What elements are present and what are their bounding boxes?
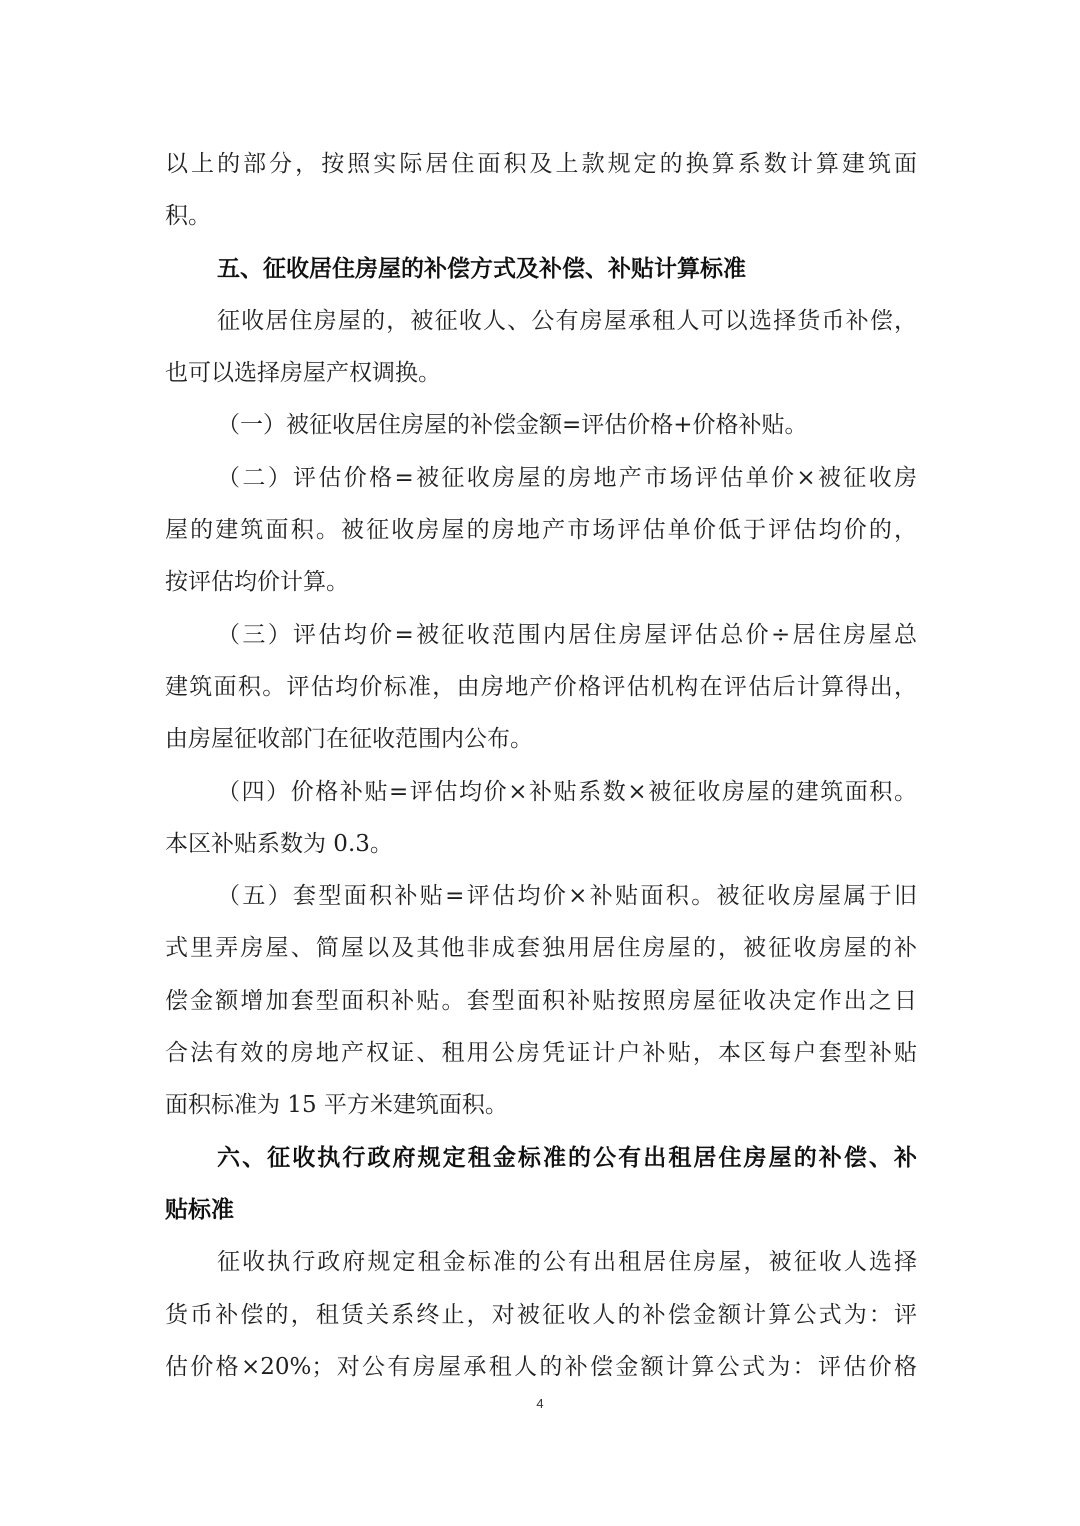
body-text-line: 货币补偿的，租赁关系终止，对被征收人的补偿金额计算公式为：评 [165, 1301, 917, 1328]
body-text-line: 合法有效的房地产权证、租用公房凭证计户补贴，本区每户套型补贴 [165, 1040, 917, 1067]
page-number: 4 [536, 1396, 544, 1411]
document-body [165, 138, 917, 1393]
body-text-line: 积。 [165, 203, 211, 230]
body-text-line: （三）评估均价=被征收范围内居住房屋评估总价÷居住房屋总 [217, 621, 917, 648]
body-text-line: 估价格×20%；对公有房屋承租人的补偿金额计算公式为：评估价格 [165, 1353, 917, 1380]
body-text-line: 由房屋征收部门在征收范围内公布。 [165, 726, 533, 753]
body-text-line: 屋的建筑面积。被征收房屋的房地产市场评估单价低于评估均价的， [165, 517, 917, 544]
body-text-line: 也可以选择房屋产权调换。 [165, 360, 441, 387]
body-text-line: 征收居住房屋的，被征收人、公有房屋承租人可以选择货币补偿， [217, 307, 917, 334]
body-text-line: （五）套型面积补贴=评估均价×补贴面积。被征收房屋属于旧 [217, 883, 917, 910]
body-text-line: 建筑面积。评估均价标准，由房地产价格评估机构在评估后计算得出， [165, 673, 917, 700]
body-text-line: （二）评估价格=被征收房屋的房地产市场评估单价×被征收房 [217, 464, 917, 491]
section-heading: 六、征收执行政府规定租金标准的公有出租居住房屋的补偿、补 [217, 1144, 917, 1171]
body-text-line: 式里弄房屋、简屋以及其他非成套独用居住房屋的，被征收房屋的补 [165, 935, 917, 962]
body-text-line: 本区补贴系数为 0.3。 [165, 830, 393, 857]
body-text-line: 以上的部分，按照实际居住面积及上款规定的换算系数计算建筑面 [165, 151, 917, 177]
body-text-line: 按评估均价计算。 [165, 569, 349, 596]
body-text-line: （四）价格补贴=评估均价×补贴系数×被征收房屋的建筑面积。 [217, 778, 917, 805]
section-heading: 五、征收居住房屋的补偿方式及补偿、补贴计算标准 [217, 255, 746, 282]
body-text-line: 征收执行政府规定租金标准的公有出租居住房屋，被征收人选择 [217, 1249, 917, 1276]
body-text-line: （一）被征收居住房屋的补偿金额=评估价格+价格补贴。 [217, 412, 808, 439]
body-text-line: 面积标准为 15 平方米建筑面积。 [165, 1092, 508, 1119]
section-heading: 贴标准 [165, 1196, 234, 1223]
body-text-line: 偿金额增加套型面积补贴。套型面积补贴按照房屋征收决定作出之日 [165, 987, 917, 1014]
